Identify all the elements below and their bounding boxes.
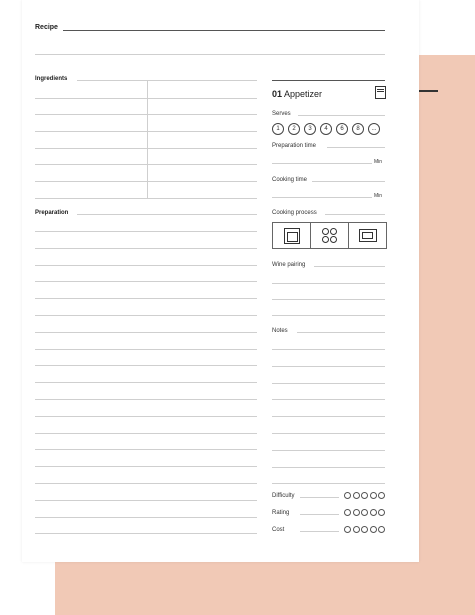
ingredient-line[interactable] [35, 98, 257, 99]
wine-pairing-line[interactable] [272, 299, 385, 300]
ingredient-line[interactable] [35, 181, 257, 182]
right-column-top-rule [272, 80, 385, 81]
rating-circle[interactable] [378, 509, 385, 516]
preparation-line[interactable] [35, 365, 257, 366]
ingredients-header-line [77, 80, 257, 81]
category-title [272, 89, 322, 99]
microwave-icon[interactable] [359, 229, 377, 242]
preparation-line[interactable] [35, 248, 257, 249]
rating-label: Rating [272, 510, 290, 516]
serves-option[interactable]: 2 [288, 123, 300, 135]
recipe-sheet [22, 0, 419, 562]
recipe-label: Recipe [35, 24, 58, 31]
preparation-line[interactable] [35, 449, 257, 450]
notes-line[interactable] [272, 467, 385, 468]
cooking-process-line [325, 214, 385, 215]
rating-circle[interactable] [344, 509, 351, 516]
notes-line[interactable] [272, 416, 385, 417]
oven-icon[interactable] [284, 228, 300, 244]
rating-circle[interactable] [370, 509, 377, 516]
preparation-header-line [77, 214, 257, 215]
notes-line[interactable] [272, 433, 385, 434]
category-number: 01 [272, 89, 283, 99]
serves-option[interactable]: 4 [320, 123, 332, 135]
ingredients-label: Ingredients [35, 76, 68, 82]
cp-divider-2 [348, 223, 349, 248]
serves-option[interactable]: 8 [352, 123, 364, 135]
cook-time-unit: Min [374, 193, 383, 199]
preparation-line[interactable] [35, 466, 257, 467]
notes-line[interactable] [272, 349, 385, 350]
prep-time-header-line [327, 147, 385, 148]
cook-time-label: Cooking time [272, 177, 308, 183]
rating-circle[interactable] [361, 509, 368, 516]
notes-label: Notes [272, 328, 288, 334]
cost-circle[interactable] [361, 526, 368, 533]
cost-circle[interactable] [370, 526, 377, 533]
prep-time-unit: Min [374, 159, 383, 165]
cook-time-input[interactable] [272, 197, 372, 198]
rating-circle[interactable] [353, 509, 360, 516]
notes-line[interactable] [272, 483, 385, 484]
cooking-process-label: Cooking process [272, 210, 317, 216]
preparation-line[interactable] [35, 399, 257, 400]
difficulty-circle[interactable] [378, 492, 385, 499]
wine-pairing-header-line [314, 266, 385, 267]
preparation-label: Preparation [35, 210, 69, 216]
preparation-line[interactable] [35, 315, 257, 316]
prep-time-label: Preparation time [272, 143, 317, 149]
ingredient-line[interactable] [35, 131, 257, 132]
preparation-line[interactable] [35, 500, 257, 501]
cooking-process-box [272, 222, 387, 249]
serves-label: Serves [272, 111, 291, 117]
preparation-line[interactable] [35, 349, 257, 350]
serves-option[interactable]: 1 [272, 123, 284, 135]
category-name: Appetizer [284, 89, 323, 99]
cost-line [300, 531, 339, 532]
decorative-dash [418, 90, 438, 92]
rating-line [300, 514, 339, 515]
preparation-line[interactable] [35, 382, 257, 383]
cost-circle[interactable] [344, 526, 351, 533]
preparation-line[interactable] [35, 433, 257, 434]
cost-label: Cost [272, 527, 285, 533]
preparation-line[interactable] [35, 332, 257, 333]
wine-pairing-label: Wine pairing [272, 262, 306, 268]
serves-line [298, 115, 385, 116]
recipe-subline [35, 54, 385, 55]
preparation-line[interactable] [35, 483, 257, 484]
preparation-line[interactable] [35, 265, 257, 266]
cook-time-header-line [312, 181, 385, 182]
preparation-line[interactable] [35, 517, 257, 518]
ingredient-line[interactable] [35, 148, 257, 149]
preparation-line[interactable] [35, 533, 257, 534]
preparation-line[interactable] [35, 281, 257, 282]
cost-circle[interactable] [378, 526, 385, 533]
preparation-line[interactable] [35, 231, 257, 232]
preparation-line[interactable] [35, 416, 257, 417]
book-icon[interactable] [375, 86, 386, 99]
notes-header-line [297, 332, 385, 333]
notes-line[interactable] [272, 399, 385, 400]
ingredient-line[interactable] [35, 114, 257, 115]
difficulty-circle[interactable] [344, 492, 351, 499]
wine-pairing-line[interactable] [272, 315, 385, 316]
notes-line[interactable] [272, 383, 385, 384]
cost-circle[interactable] [353, 526, 360, 533]
wine-pairing-line[interactable] [272, 283, 385, 284]
stovetop-icon[interactable] [321, 227, 337, 243]
difficulty-label: Difficulty [272, 493, 295, 499]
notes-line[interactable] [272, 450, 385, 451]
ingredient-line[interactable] [35, 198, 257, 199]
difficulty-line [300, 497, 339, 498]
difficulty-circle[interactable] [353, 492, 360, 499]
difficulty-circle[interactable] [361, 492, 368, 499]
difficulty-circle[interactable] [370, 492, 377, 499]
serves-option[interactable]: 6 [336, 123, 348, 135]
serves-option[interactable]: ... [368, 123, 380, 135]
prep-time-input[interactable] [272, 163, 372, 164]
notes-line[interactable] [272, 366, 385, 367]
recipe-title-line[interactable] [63, 30, 385, 31]
cp-divider-1 [310, 223, 311, 248]
serves-option[interactable]: 3 [304, 123, 316, 135]
preparation-line[interactable] [35, 298, 257, 299]
ingredient-line[interactable] [35, 164, 257, 165]
